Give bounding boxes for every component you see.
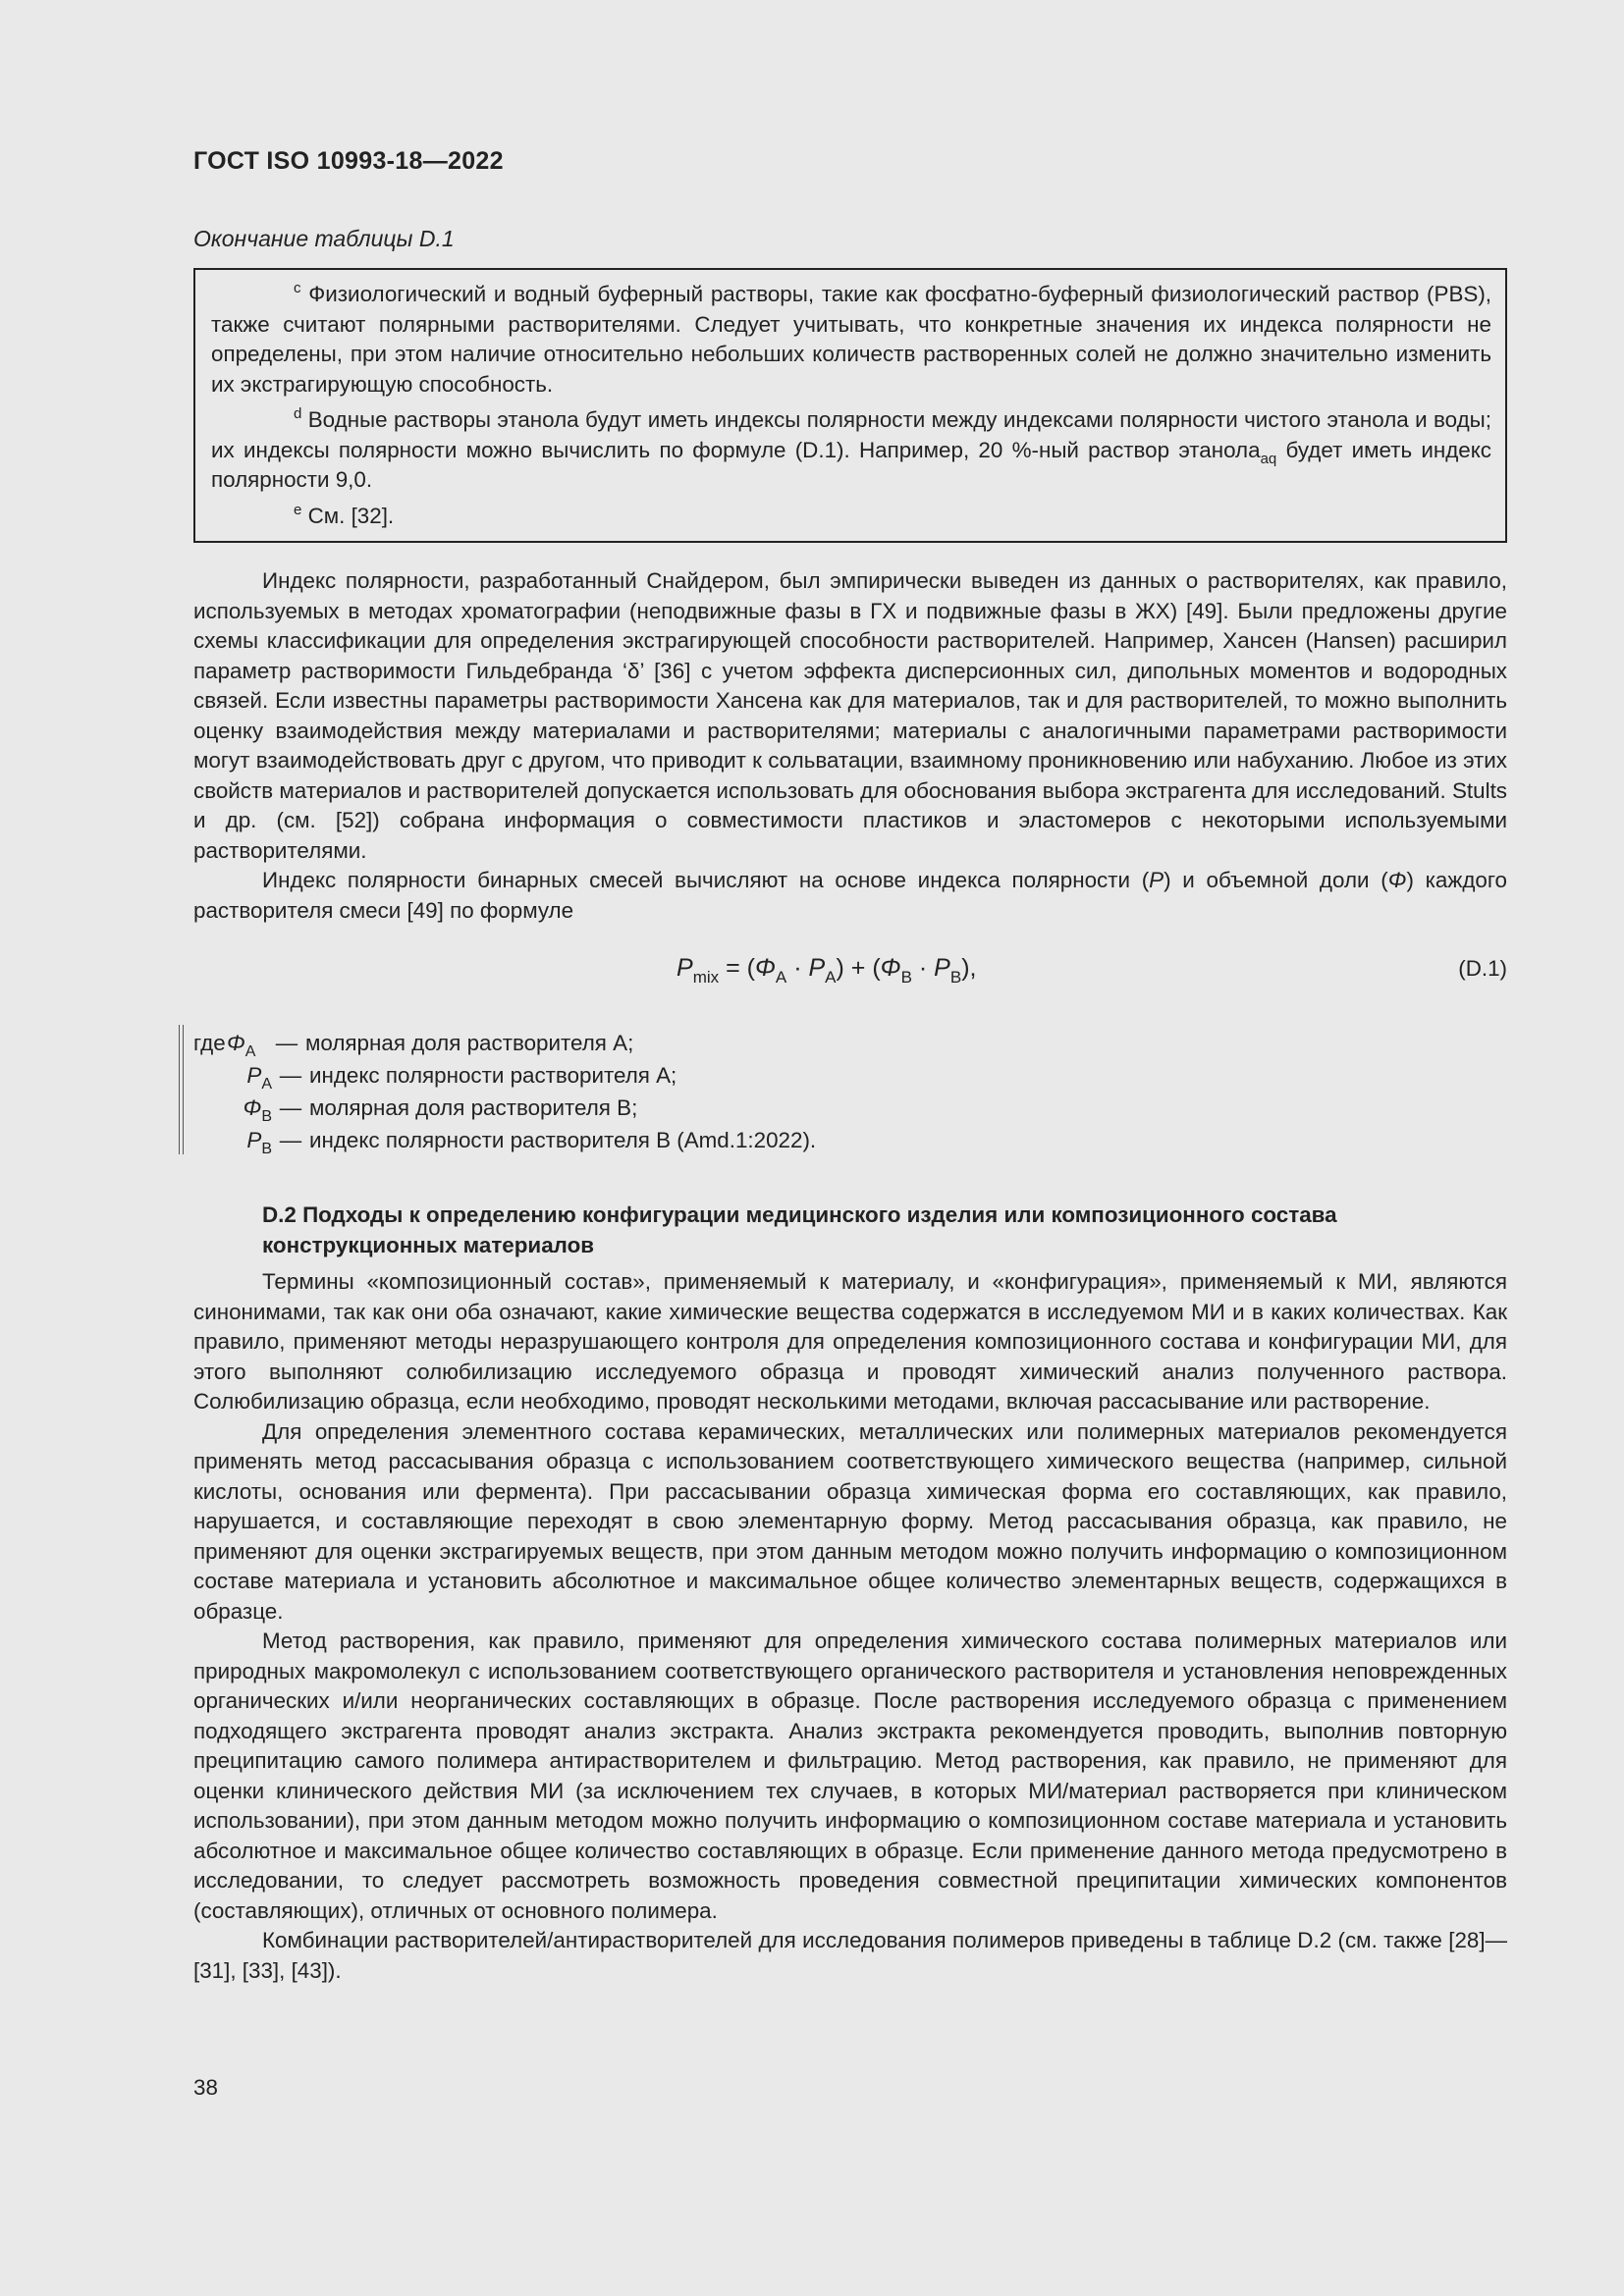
symbol-p: P	[677, 954, 693, 982]
formula-number: (D.1)	[1458, 956, 1507, 981]
paragraph-dissolution-method: Метод растворения, как правило, применяют для определения химического состава полимерных материалов или природных макромолекул с использованием соответствующего органического растворителя и установления неповрежденных органических и/или неорганических составляющих в образце. После растворения исследуемого образца с применением подходящего экстрагента проводят анализ экстракта. Анализ экстракта рекомендуется проводить, выполнив повторную преципитацию самого полимера антирастворителем и фильтрацию. Метод растворения, как правило, не применяют для оценки клинического действия МИ (за исключением тех случаев, в которых МИ/материал растворяется при клиническом использовании), при этом данным методом можно получить информацию о композиционном составе материала и установить абсолютное и максимальное общее количество составляющих в образце. Если применение данного метода предусмотрено в исследовании, то следует рассмотреть возможность проведения совместной преципитации химических компонентов (составляющих), отличных от основного полимера.	[193, 1629, 1507, 1923]
body-section-bottom	[193, 1267, 1507, 1986]
footnote-mark: e	[294, 501, 302, 518]
paragraph-snyder-index: Индекс полярности, разработанный Снайдером, был эмпирически выведен из данных о растворителях, как правило, используемых в методах хроматографии (неподвижные фазы в ГХ и подвижные фазы в ЖХ) [49]. Были предложены другие схемы классификации для определения экстрагирующей способности растворителей. Например, Хансен (Hansen) расширил параметр растворимости Гильдебранда ‘δ’ [36] с учетом эффекта дисперсионных сил, дипольных моментов и водородных связей. Если известны параметры растворимости Хансена как для материалов, так и для растворителей, то можно выполнить оценку взаимодействия между материалами и растворителями; материалы с аналогичными параметрами растворимости могут взаимодействовать друг с другом, что приводит к сольватации, взаимному проникновению или набуханию. Любое из этих свойств материалов и растворителей допускается использовать для обоснования выбора экстрагента для исследований. Stults и др. (см. [52]) собрана информация о совместимости пластиков и эластомеров с некоторыми используемыми растворителями.	[193, 568, 1507, 863]
legend-description: индекс полярности растворителя B (Amd.1:2022).	[309, 1128, 817, 1152]
legend-symbol: $\Phi_B$	[243, 1095, 272, 1125]
legend-dash: —	[279, 1128, 302, 1152]
legend-dash: —	[279, 1095, 302, 1120]
formula-op: = (	[719, 954, 755, 982]
change-bar	[179, 1025, 180, 1154]
legend-where: где	[193, 1031, 226, 1055]
footnote-text: См. [32].	[301, 503, 395, 528]
text-run: ) и объемной доли (	[1164, 868, 1388, 892]
symbol-phi: Φ	[754, 954, 776, 982]
body-section-top	[193, 566, 1507, 926]
subscript-b: B	[949, 968, 962, 987]
footnote-text: Физиологический и водный буферный растворы, такие как фосфатно-буферный физиологический раствор (PBS), также считают полярными растворителями. Следует учитывать, что конкретные значения их индекса полярности не определены, при этом наличие относительно небольших количеств растворенных солей не должно значительно изменить их экстрагирующую способность.	[211, 282, 1491, 397]
footnote-d	[211, 405, 1491, 496]
legend-dash: —	[279, 1063, 302, 1088]
paragraph-digestion-method: Для определения элементного состава керамических, металлических или полимерных материалов рекомендуется применять метод рассасывания образца с использованием соответствующего химического вещества (например, сильной кислоты, основания или фермента). При рассасывании образца химическая форма его составляющих, как правило, нарушается, и составляющие переходят в свою элементарную форму. Метод рассасывания образца, как правило, не применяют для оценки экстрагируемых веществ, при этом данным методом можно получить информацию о композиционном составе материала и установить абсолютное и максимальное общее количество элементарных веществ, содержащихся в образце.	[193, 1418, 1507, 1624]
footnote-text-tail: будет иметь индекс полярности 9,0.	[211, 437, 1492, 492]
legend-description: молярная доля растворителя B;	[309, 1095, 638, 1120]
paragraph-binary-mixtures	[193, 866, 1507, 926]
footnote-text: Водные растворы этанола будут иметь индексы полярности между индексами полярности чистого этанола и воды; их индексы полярности можно вычислить по формуле (D.1). Например, 20 %-ный раствор этанола	[211, 407, 1491, 462]
page-number: 38	[193, 2075, 218, 2100]
standard-title: ГОСТ ISO 10993-18—2022	[193, 147, 504, 175]
change-bar	[183, 1025, 184, 1154]
formula-op: ·	[786, 954, 809, 982]
legend-row	[193, 1027, 816, 1059]
paragraph-terms: Термины «композиционный состав», применяемый к материалу, и «конфигурация», применяемый к МИ, являются синонимами, так как они оба означают, какие химические вещества содержатся в исследуемом МИ и в каких количествах. Как правило, применяют методы неразрушающего контроля для определения композиционного состава и конфигурации МИ, для этого выполняют солюбилизацию исследуемого образца и проводят химический анализ полученного раствора. Солюбилизацию образца, если необходимо, проводят несколькими методами, включая рассасывание или растворение.	[193, 1269, 1507, 1414]
footnote-e	[211, 502, 1491, 532]
legend-dash: —	[275, 1031, 298, 1055]
legend-row	[193, 1092, 816, 1124]
symbol-p: P	[808, 954, 826, 982]
paragraph-solvent-combinations: Комбинации растворителей/антирастворителей для исследования полимеров приведены в таблице D.2 (см. также [28]—[31], [33], [43]).	[193, 1928, 1507, 1983]
subscript-b: B	[900, 968, 912, 987]
legend-description: молярная доля растворителя A;	[305, 1031, 634, 1055]
symbol-p: P	[1149, 868, 1164, 892]
text-run: ) каждого растворителя смеси [49] по формуле	[193, 868, 1507, 923]
formula-legend	[193, 1027, 816, 1156]
legend-symbol: $P_B$	[246, 1128, 272, 1157]
formula-op: ·	[911, 954, 935, 982]
subscript-mix: mix	[692, 968, 720, 987]
legend-row	[193, 1124, 816, 1156]
symbol-phi: Φ	[880, 954, 901, 982]
formula-op: ),	[961, 954, 977, 982]
symbol-phi: Φ	[1387, 868, 1407, 892]
text-run: Индекс полярности бинарных смесей вычисляют на основе индекса полярности (	[262, 868, 1150, 892]
legend-row	[193, 1059, 816, 1092]
footnote-subscript: aq	[1260, 450, 1277, 467]
subscript-a: A	[775, 968, 787, 987]
footnote-mark: d	[294, 405, 302, 422]
subscript-a: A	[825, 968, 837, 987]
formula-d1	[193, 954, 1507, 993]
formula-expression	[677, 954, 977, 987]
legend-symbol: $\Phi_A$	[227, 1031, 256, 1060]
symbol-p: P	[934, 954, 950, 982]
formula-op: ) + (	[836, 954, 881, 982]
footnote-c	[211, 280, 1491, 400]
section-heading-d2: D.2 Подходы к определению конфигурации медицинского изделия или композиционного состава конструкционных материалов	[262, 1202, 1337, 1257]
footnote-mark: c	[294, 280, 301, 296]
legend-symbol: $P_A$	[246, 1063, 272, 1093]
table-footnotes-box	[193, 268, 1507, 543]
table-continuation-caption: Окончание таблицы D.1	[193, 226, 455, 251]
legend-description: индекс полярности растворителя A;	[309, 1063, 677, 1088]
